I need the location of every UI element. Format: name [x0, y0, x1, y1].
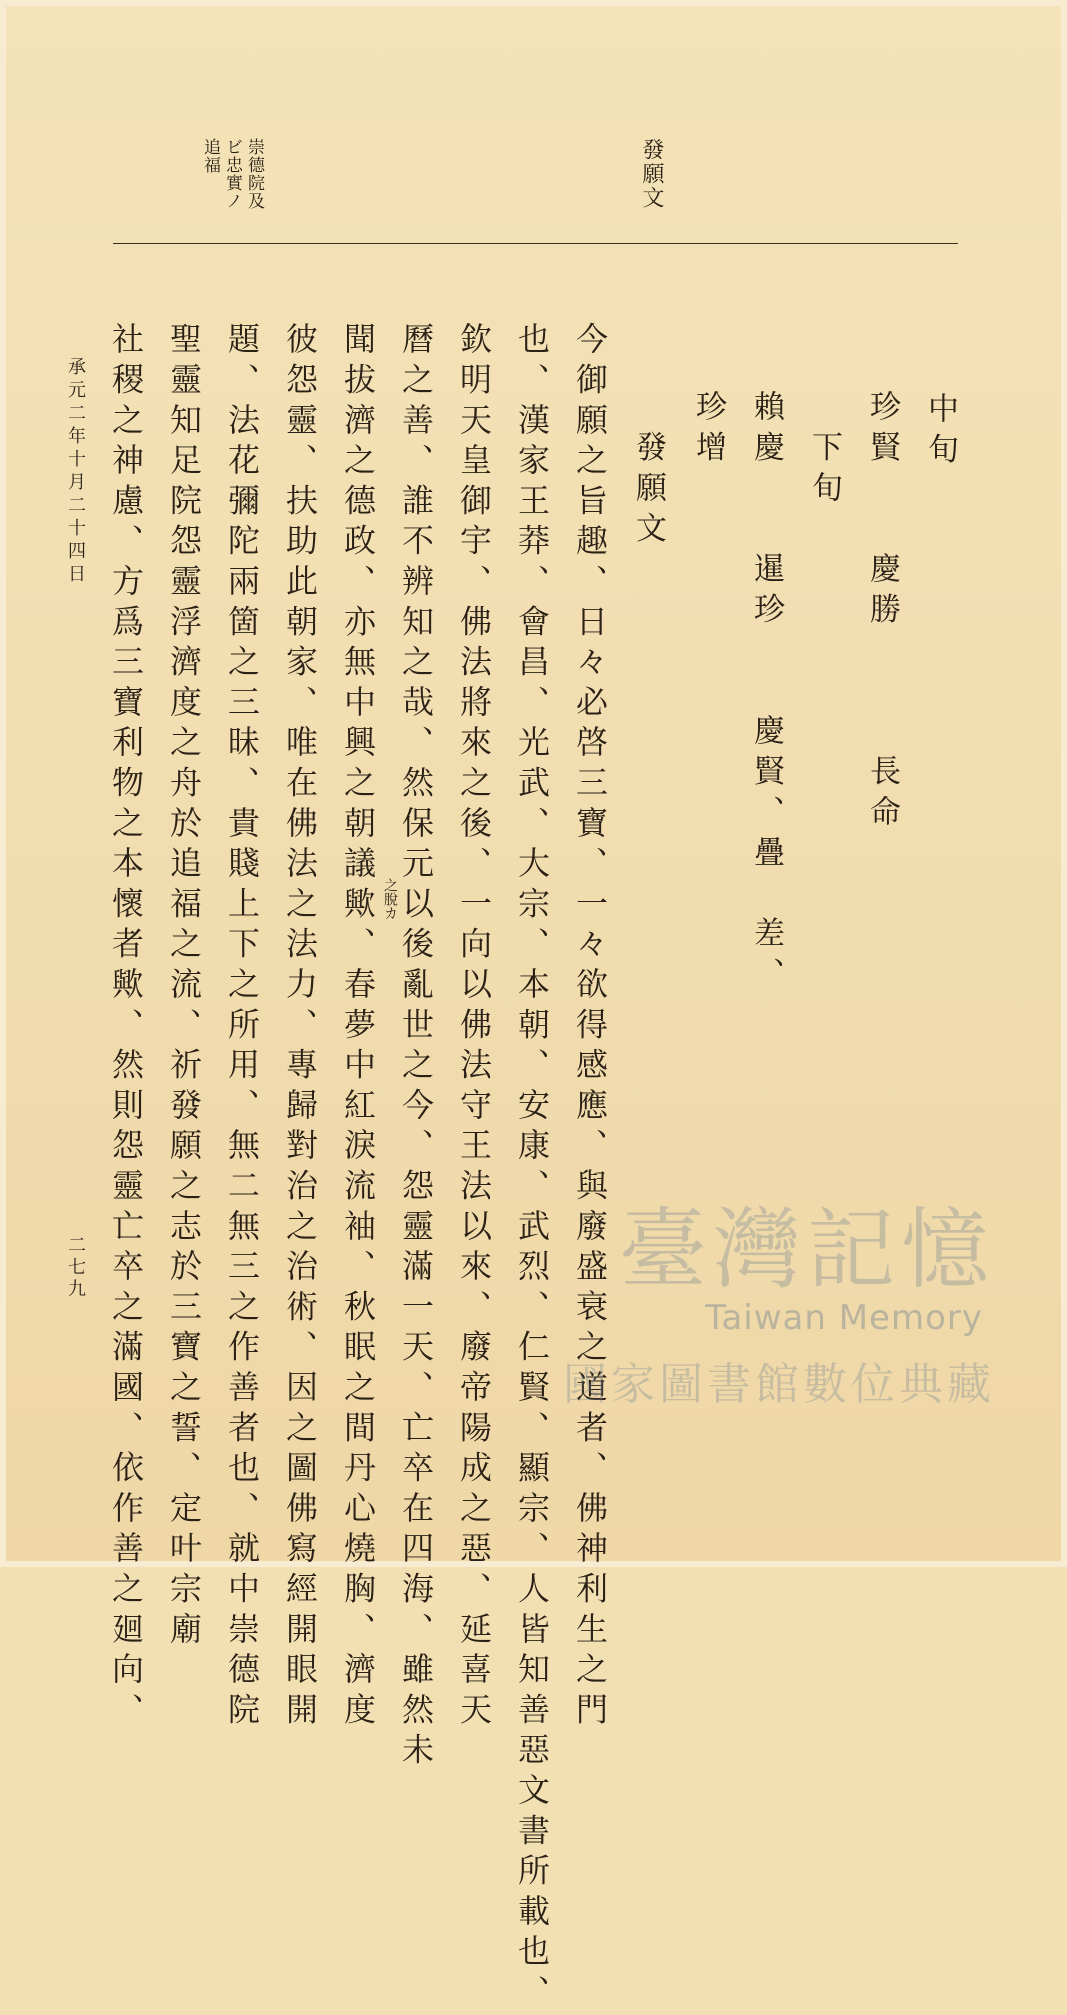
body-column: 曆之善、誰不辨知之哉、然保元以後亂世之今、怨靈滿一天、亡卒在四海、雖然未: [397, 322, 435, 1773]
body-column: 題、法花彌陀兩箇之三昧、貴賤上下之所用、無二無三之作善者也、就中崇德院: [223, 322, 261, 1733]
name-column: 賴慶 暹珍 慶賢、疊 差、: [748, 390, 784, 998]
running-header-title: 發願文: [639, 138, 664, 210]
body-column: 今御願之旨趣、日々必啓三寶、一々欲得感應、與廢盛衰之道者、佛神利生之門: [571, 322, 609, 1733]
side-note-line: ビ忠實ノ: [222, 138, 242, 210]
side-note-line: 崇德院及: [244, 138, 264, 210]
section-heading-lower: 下旬: [806, 390, 842, 512]
editorial-annotation: 之脫カ: [382, 878, 398, 920]
body-column: 聖靈知足院怨靈浮濟度之舟於追福之流、祈發願之志於三寶之誓、定叶宗廟: [165, 322, 203, 1652]
body-column: 聞拔濟之德政、亦無中興之朝議歟、春夢中紅淚流袖、秋眠之間丹心燒胸、濟度: [339, 322, 377, 1733]
section-heading-middle: 中旬: [922, 392, 958, 473]
body-column: 彼怨靈、扶助此朝家、唯在佛法之法力、專歸對治之治術、因之圖佛寫經開眼開: [281, 322, 319, 1733]
body-column: 欽明天皇御宇、佛法將來之後、一向以佛法守王法以來、廢帝陽成之惡、延喜天: [455, 322, 493, 1733]
name-column: 珍增: [690, 390, 726, 471]
side-note: [198, 138, 268, 238]
watermark-title: 臺灣記憶: [618, 1198, 995, 1301]
name-column: 珍賢 慶勝 長命: [864, 390, 900, 836]
body-column: 也、漢家王莽、會昌、光武、大宗、本朝、安康、武烈、仁賢、顯宗、人皆知善惡文書所載也、: [513, 322, 551, 2015]
side-note-line: 追福: [200, 138, 220, 174]
watermark-subtitle: Taiwan Memory: [705, 1298, 983, 1338]
document-date: 承元二年十月二十四日: [65, 357, 86, 587]
document-subtitle: 發願文: [630, 390, 666, 552]
body-column: 社稷之神慮、方爲三寶利物之本懷者歟、然則怨靈亡卒之滿國、依作善之廻向、: [107, 322, 145, 1733]
page-number: 二七九: [65, 1235, 86, 1301]
header-rule: [113, 243, 958, 244]
watermark-org: 國家圖書館數位典藏: [563, 1359, 995, 1410]
